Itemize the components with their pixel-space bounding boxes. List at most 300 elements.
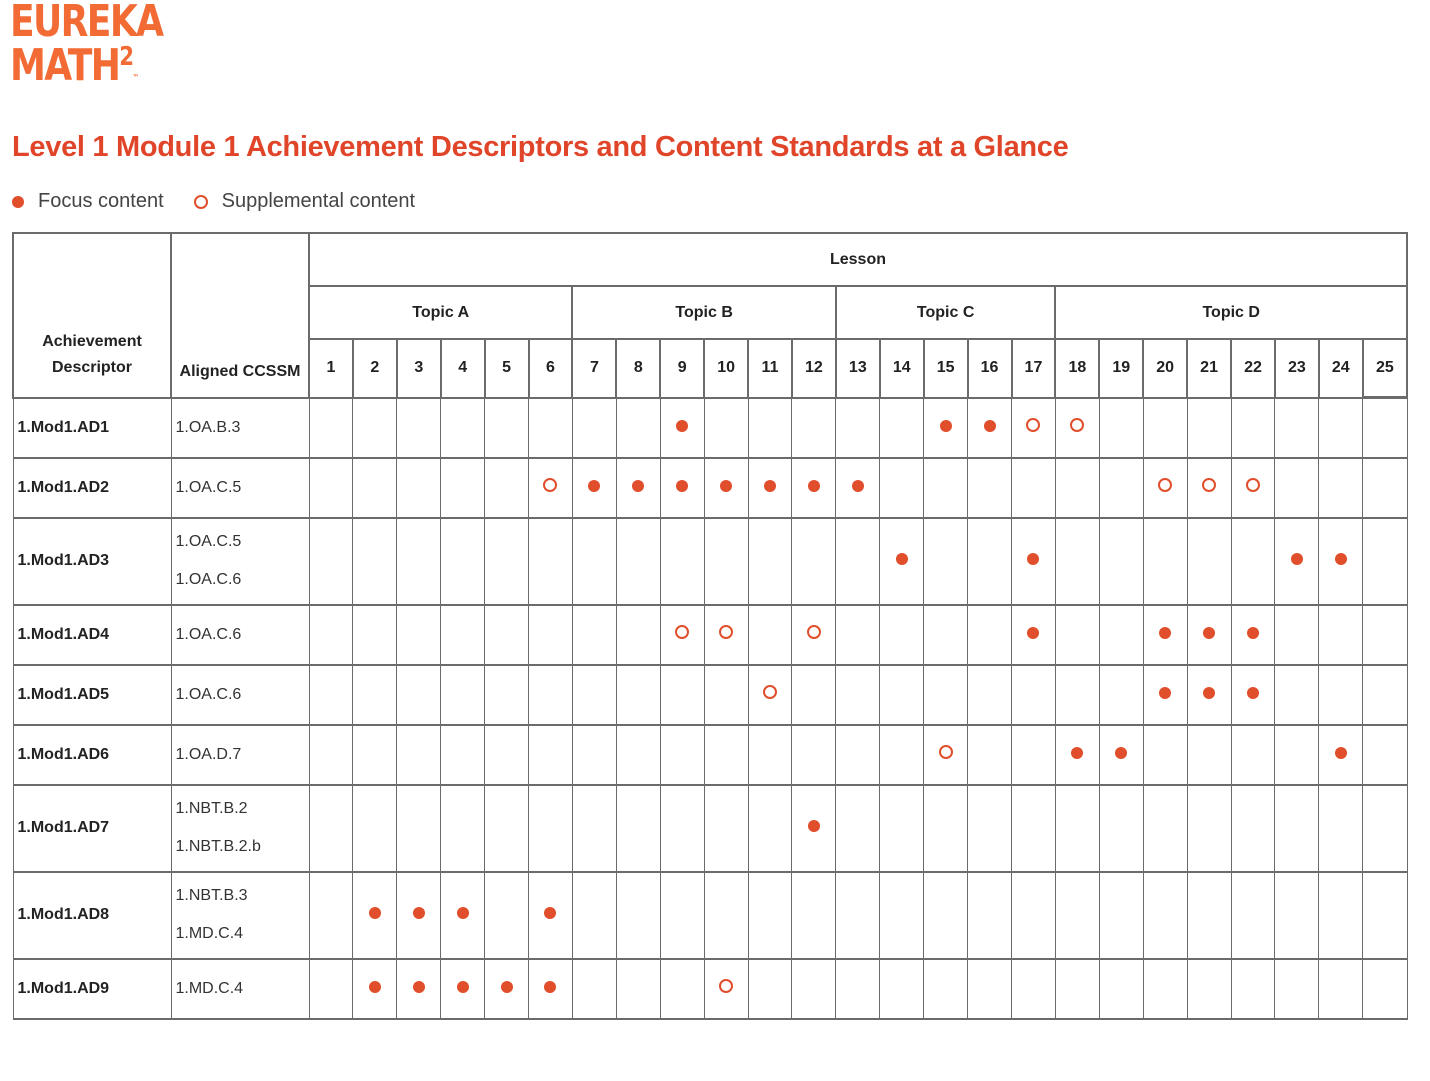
achievement-descriptor: 1.Mod1.AD8 bbox=[13, 872, 171, 959]
lesson-cell bbox=[880, 959, 924, 1019]
lesson-cell bbox=[1319, 518, 1363, 605]
header-lesson-number: 25 bbox=[1363, 339, 1407, 398]
supplemental-circle-icon bbox=[807, 625, 821, 639]
lesson-cell bbox=[1055, 959, 1099, 1019]
focus-dot-icon bbox=[632, 480, 644, 492]
header-lesson-number: 19 bbox=[1099, 339, 1143, 398]
lesson-cell bbox=[309, 785, 353, 872]
lesson-cell bbox=[353, 458, 397, 518]
logo-math: MATH bbox=[10, 40, 120, 91]
focus-dot-icon bbox=[1335, 747, 1347, 759]
table-row bbox=[13, 872, 1407, 959]
header-lesson-number: 11 bbox=[748, 339, 792, 398]
lesson-cell bbox=[529, 872, 573, 959]
lesson-cell bbox=[1143, 785, 1187, 872]
lesson-cell bbox=[1143, 398, 1187, 458]
lesson-cell bbox=[704, 518, 748, 605]
lesson-cell bbox=[572, 605, 616, 665]
lesson-cell bbox=[880, 725, 924, 785]
ccssm-cell bbox=[171, 872, 309, 959]
lesson-cell bbox=[1099, 458, 1143, 518]
lesson-cell bbox=[660, 785, 704, 872]
lesson-cell bbox=[397, 785, 441, 872]
lesson-cell bbox=[880, 398, 924, 458]
ccssm-cell bbox=[171, 398, 309, 458]
lesson-cell bbox=[441, 725, 485, 785]
lesson-cell bbox=[1319, 605, 1363, 665]
lesson-cell bbox=[1363, 725, 1407, 785]
lesson-cell bbox=[485, 605, 529, 665]
lesson-cell bbox=[353, 872, 397, 959]
achievement-descriptor: 1.Mod1.AD6 bbox=[13, 725, 171, 785]
lesson-cell bbox=[616, 872, 660, 959]
ccssm-standard: 1.OA.C.5 bbox=[175, 533, 242, 550]
lesson-cell bbox=[1319, 458, 1363, 518]
lesson-cell bbox=[968, 725, 1012, 785]
lesson-cell bbox=[616, 518, 660, 605]
lesson-cell bbox=[748, 458, 792, 518]
supplemental-circle-icon bbox=[1026, 418, 1040, 432]
lesson-cell bbox=[616, 665, 660, 725]
ccssm-cell bbox=[171, 605, 309, 665]
lesson-cell bbox=[572, 518, 616, 605]
header-lesson-number: 17 bbox=[1012, 339, 1056, 398]
lesson-cell bbox=[704, 872, 748, 959]
supplemental-circle-icon bbox=[194, 195, 208, 209]
lesson-cell bbox=[704, 398, 748, 458]
lesson-cell bbox=[353, 725, 397, 785]
lesson-cell bbox=[1012, 398, 1056, 458]
lesson-cell bbox=[660, 725, 704, 785]
lesson-cell bbox=[309, 398, 353, 458]
lesson-cell bbox=[968, 785, 1012, 872]
lesson-cell bbox=[836, 725, 880, 785]
lesson-cell bbox=[1012, 665, 1056, 725]
focus-dot-icon bbox=[544, 981, 556, 993]
header-lesson: Lesson bbox=[309, 233, 1407, 286]
lesson-cell bbox=[836, 959, 880, 1019]
lesson-cell bbox=[441, 518, 485, 605]
lesson-cell bbox=[660, 605, 704, 665]
achievement-descriptor: 1.Mod1.AD5 bbox=[13, 665, 171, 725]
lesson-cell bbox=[968, 398, 1012, 458]
lesson-cell bbox=[792, 725, 836, 785]
lesson-cell bbox=[880, 605, 924, 665]
lesson-cell bbox=[660, 959, 704, 1019]
focus-dot-icon bbox=[544, 907, 556, 919]
lesson-cell bbox=[1363, 872, 1407, 959]
lesson-cell bbox=[1187, 518, 1231, 605]
ccssm-standard: 1.MD.C.4 bbox=[175, 925, 244, 942]
lesson-cell bbox=[1363, 398, 1407, 458]
lesson-cell bbox=[880, 458, 924, 518]
lesson-cell bbox=[441, 458, 485, 518]
lesson-cell bbox=[441, 665, 485, 725]
lesson-cell bbox=[529, 398, 573, 458]
lesson-cell bbox=[1187, 605, 1231, 665]
ccssm-standard: 1.OA.B.3 bbox=[175, 418, 241, 436]
lesson-cell bbox=[880, 872, 924, 959]
focus-dot-icon bbox=[852, 480, 864, 492]
lesson-cell bbox=[485, 959, 529, 1019]
lesson-cell bbox=[353, 605, 397, 665]
lesson-cell bbox=[924, 725, 968, 785]
lesson-cell bbox=[660, 518, 704, 605]
supplemental-circle-icon bbox=[719, 979, 733, 993]
focus-dot-icon bbox=[12, 196, 24, 208]
header-lesson-number: 16 bbox=[968, 339, 1012, 398]
header-lesson-number: 7 bbox=[572, 339, 616, 398]
lesson-cell bbox=[748, 518, 792, 605]
focus-dot-icon bbox=[1159, 687, 1171, 699]
lesson-cell bbox=[1055, 725, 1099, 785]
focus-dot-icon bbox=[369, 981, 381, 993]
lesson-cell bbox=[836, 785, 880, 872]
lesson-cell bbox=[792, 959, 836, 1019]
focus-dot-icon bbox=[720, 480, 732, 492]
lesson-cell bbox=[441, 785, 485, 872]
header-lesson-number: 14 bbox=[880, 339, 924, 398]
lesson-cell bbox=[1363, 785, 1407, 872]
lesson-cell bbox=[529, 959, 573, 1019]
lesson-cell bbox=[792, 605, 836, 665]
lesson-cell bbox=[485, 518, 529, 605]
lesson-cell bbox=[704, 959, 748, 1019]
header-topic: Topic C bbox=[836, 286, 1056, 339]
lesson-cell bbox=[924, 665, 968, 725]
lesson-cell bbox=[1055, 872, 1099, 959]
lesson-cell bbox=[1231, 665, 1275, 725]
lesson-cell bbox=[748, 605, 792, 665]
ccssm-standard: 1.OA.C.5 bbox=[175, 478, 242, 496]
lesson-cell bbox=[704, 458, 748, 518]
lesson-cell bbox=[441, 398, 485, 458]
lesson-cell bbox=[1363, 605, 1407, 665]
ccssm-cell bbox=[171, 959, 309, 1019]
focus-dot-icon bbox=[896, 553, 908, 565]
lesson-cell bbox=[397, 398, 441, 458]
lesson-cell bbox=[1055, 518, 1099, 605]
lesson-cell bbox=[748, 872, 792, 959]
lesson-cell bbox=[924, 518, 968, 605]
lesson-cell bbox=[397, 725, 441, 785]
focus-dot-icon bbox=[1071, 747, 1083, 759]
focus-dot-icon bbox=[1115, 747, 1127, 759]
header-lesson-number: 18 bbox=[1055, 339, 1099, 398]
lesson-cell bbox=[572, 458, 616, 518]
lesson-cell bbox=[309, 518, 353, 605]
focus-dot-icon bbox=[1203, 627, 1215, 639]
focus-dot-icon bbox=[1335, 553, 1347, 565]
focus-dot-icon bbox=[1027, 553, 1039, 565]
lesson-cell bbox=[1099, 959, 1143, 1019]
lesson-cell bbox=[1143, 518, 1187, 605]
lesson-cell bbox=[616, 785, 660, 872]
ccssm-standard: 1.OA.C.6 bbox=[175, 571, 242, 588]
header-lesson-number: 6 bbox=[529, 339, 573, 398]
lesson-cell bbox=[1275, 872, 1319, 959]
table-row bbox=[13, 518, 1407, 605]
focus-dot-icon bbox=[413, 907, 425, 919]
lesson-cell bbox=[1319, 872, 1363, 959]
header-lesson-number: 2 bbox=[353, 339, 397, 398]
ccssm-cell bbox=[171, 458, 309, 518]
legend-supplemental: Supplemental content bbox=[221, 190, 416, 212]
lesson-cell bbox=[792, 665, 836, 725]
lesson-cell bbox=[1187, 398, 1231, 458]
lesson-cell bbox=[616, 605, 660, 665]
focus-dot-icon bbox=[1027, 627, 1039, 639]
lesson-cell bbox=[1187, 725, 1231, 785]
lesson-cell bbox=[1055, 458, 1099, 518]
lesson-cell bbox=[660, 398, 704, 458]
lesson-cell bbox=[748, 398, 792, 458]
lesson-cell bbox=[1055, 665, 1099, 725]
focus-dot-icon bbox=[457, 981, 469, 993]
lesson-cell bbox=[748, 959, 792, 1019]
focus-dot-icon bbox=[676, 480, 688, 492]
lesson-cell bbox=[616, 725, 660, 785]
lesson-cell bbox=[1231, 872, 1275, 959]
lesson-cell bbox=[968, 959, 1012, 1019]
lesson-cell bbox=[968, 665, 1012, 725]
lesson-cell bbox=[1012, 785, 1056, 872]
logo-line2 bbox=[10, 40, 162, 100]
header-lesson-number: 15 bbox=[924, 339, 968, 398]
table-row bbox=[13, 458, 1407, 518]
legend bbox=[12, 190, 445, 213]
lesson-cell bbox=[441, 605, 485, 665]
lesson-cell bbox=[309, 959, 353, 1019]
lesson-cell bbox=[1055, 605, 1099, 665]
ccssm-standard: 1.NBT.B.2.b bbox=[175, 838, 261, 855]
table-row bbox=[13, 959, 1407, 1019]
lesson-cell bbox=[704, 785, 748, 872]
lesson-cell bbox=[1012, 959, 1056, 1019]
lesson-cell bbox=[924, 785, 968, 872]
lesson-cell bbox=[353, 398, 397, 458]
lesson-cell bbox=[309, 458, 353, 518]
lesson-cell bbox=[704, 725, 748, 785]
header-row-lesson bbox=[13, 233, 1407, 286]
lesson-cell bbox=[309, 725, 353, 785]
header-lesson-number: 20 bbox=[1143, 339, 1187, 398]
header-lesson-number: 22 bbox=[1231, 339, 1275, 398]
ccssm-standard: 1.OA.C.6 bbox=[175, 685, 242, 703]
achievement-descriptor: 1.Mod1.AD3 bbox=[13, 518, 171, 605]
lesson-cell bbox=[704, 665, 748, 725]
lesson-cell bbox=[1099, 785, 1143, 872]
focus-dot-icon bbox=[764, 480, 776, 492]
lesson-cell bbox=[1099, 605, 1143, 665]
lesson-cell bbox=[1055, 398, 1099, 458]
focus-dot-icon bbox=[1203, 687, 1215, 699]
header-lesson-number: 1 bbox=[309, 339, 353, 398]
lesson-cell bbox=[660, 872, 704, 959]
focus-dot-icon bbox=[940, 420, 952, 432]
lesson-cell bbox=[572, 959, 616, 1019]
lesson-cell bbox=[397, 605, 441, 665]
lesson-cell bbox=[924, 605, 968, 665]
lesson-cell bbox=[485, 398, 529, 458]
logo-sup: 2 bbox=[119, 42, 133, 72]
lesson-cell bbox=[572, 785, 616, 872]
supplemental-circle-icon bbox=[675, 625, 689, 639]
lesson-cell bbox=[485, 785, 529, 872]
lesson-cell bbox=[1275, 665, 1319, 725]
lesson-cell bbox=[1231, 518, 1275, 605]
lesson-cell bbox=[1275, 785, 1319, 872]
focus-dot-icon bbox=[588, 480, 600, 492]
header-lesson-number: 10 bbox=[704, 339, 748, 398]
ccssm-cell bbox=[171, 785, 309, 872]
header-lesson-number: 12 bbox=[792, 339, 836, 398]
lesson-cell bbox=[1275, 398, 1319, 458]
header-lesson-number: 3 bbox=[397, 339, 441, 398]
lesson-cell bbox=[924, 458, 968, 518]
lesson-cell bbox=[1319, 665, 1363, 725]
ccssm-cell bbox=[171, 518, 309, 605]
supplemental-circle-icon bbox=[1202, 478, 1216, 492]
lesson-cell bbox=[1187, 785, 1231, 872]
lesson-cell bbox=[1143, 959, 1187, 1019]
ccssm-cell bbox=[171, 665, 309, 725]
lesson-cell bbox=[1231, 785, 1275, 872]
lesson-cell bbox=[529, 518, 573, 605]
lesson-cell bbox=[1363, 959, 1407, 1019]
lesson-cell bbox=[836, 398, 880, 458]
header-lesson-number: 23 bbox=[1275, 339, 1319, 398]
page-title: Level 1 Module 1 Achievement Descriptors and Content Standards at a Glance bbox=[12, 131, 1069, 163]
lesson-cell bbox=[1012, 518, 1056, 605]
lesson-cell bbox=[485, 872, 529, 959]
lesson-cell bbox=[309, 872, 353, 959]
lesson-cell bbox=[1187, 665, 1231, 725]
lesson-cell bbox=[616, 959, 660, 1019]
header-achievement-descriptor: Achievement Descriptor bbox=[13, 233, 171, 398]
header-topic: Topic B bbox=[572, 286, 835, 339]
focus-dot-icon bbox=[1159, 627, 1171, 639]
table-row bbox=[13, 665, 1407, 725]
lesson-cell bbox=[485, 665, 529, 725]
achievement-descriptor: 1.Mod1.AD2 bbox=[13, 458, 171, 518]
lesson-cell bbox=[572, 725, 616, 785]
ccssm-standard: 1.OA.C.6 bbox=[175, 625, 242, 643]
supplemental-circle-icon bbox=[1246, 478, 1260, 492]
lesson-cell bbox=[748, 725, 792, 785]
focus-dot-icon bbox=[457, 907, 469, 919]
header-lesson-number: 4 bbox=[441, 339, 485, 398]
achievement-descriptor: 1.Mod1.AD9 bbox=[13, 959, 171, 1019]
focus-dot-icon bbox=[808, 820, 820, 832]
supplemental-circle-icon bbox=[939, 745, 953, 759]
lesson-cell bbox=[1012, 605, 1056, 665]
focus-dot-icon bbox=[413, 981, 425, 993]
lesson-cell bbox=[748, 785, 792, 872]
lesson-cell bbox=[924, 872, 968, 959]
lesson-cell bbox=[836, 872, 880, 959]
lesson-cell bbox=[1143, 872, 1187, 959]
lesson-cell bbox=[1012, 725, 1056, 785]
achievement-descriptor: 1.Mod1.AD1 bbox=[13, 398, 171, 458]
focus-dot-icon bbox=[501, 981, 513, 993]
header-lesson-number: 5 bbox=[485, 339, 529, 398]
lesson-cell bbox=[1363, 518, 1407, 605]
supplemental-circle-icon bbox=[763, 685, 777, 699]
lesson-cell bbox=[792, 458, 836, 518]
lesson-cell bbox=[441, 959, 485, 1019]
lesson-cell bbox=[1143, 665, 1187, 725]
lesson-cell bbox=[1143, 605, 1187, 665]
lesson-cell bbox=[1055, 785, 1099, 872]
lesson-cell bbox=[397, 458, 441, 518]
ccssm-standard: 1.MD.C.4 bbox=[175, 979, 244, 997]
lesson-cell bbox=[353, 518, 397, 605]
lesson-cell bbox=[529, 458, 573, 518]
lesson-cell bbox=[572, 665, 616, 725]
lesson-cell bbox=[1363, 458, 1407, 518]
lesson-cell bbox=[748, 665, 792, 725]
focus-dot-icon bbox=[984, 420, 996, 432]
table-row bbox=[13, 398, 1407, 458]
lesson-cell bbox=[353, 665, 397, 725]
lesson-cell bbox=[397, 872, 441, 959]
lesson-cell bbox=[529, 725, 573, 785]
supplemental-circle-icon bbox=[1158, 478, 1172, 492]
lesson-cell bbox=[1099, 398, 1143, 458]
lesson-cell bbox=[397, 665, 441, 725]
lesson-cell bbox=[836, 605, 880, 665]
lesson-cell bbox=[1275, 725, 1319, 785]
focus-dot-icon bbox=[676, 420, 688, 432]
lesson-cell bbox=[792, 518, 836, 605]
header-lesson-number: 13 bbox=[836, 339, 880, 398]
focus-dot-icon bbox=[808, 480, 820, 492]
lesson-cell bbox=[836, 518, 880, 605]
lesson-cell bbox=[572, 398, 616, 458]
lesson-cell bbox=[1275, 518, 1319, 605]
lesson-cell bbox=[485, 458, 529, 518]
table-row bbox=[13, 785, 1407, 872]
ccssm-standard: 1.OA.D.7 bbox=[175, 745, 242, 763]
supplemental-circle-icon bbox=[719, 625, 733, 639]
lesson-cell bbox=[485, 725, 529, 785]
lesson-cell bbox=[1099, 665, 1143, 725]
header-lesson-number: 24 bbox=[1319, 339, 1363, 398]
lesson-cell bbox=[792, 398, 836, 458]
lesson-cell bbox=[836, 458, 880, 518]
ccssm-cell bbox=[171, 725, 309, 785]
lesson-cell bbox=[1275, 959, 1319, 1019]
ccssm-standard: 1.NBT.B.2 bbox=[175, 800, 248, 817]
lesson-cell bbox=[1319, 785, 1363, 872]
lesson-cell bbox=[441, 872, 485, 959]
focus-dot-icon bbox=[1291, 553, 1303, 565]
lesson-cell bbox=[1187, 959, 1231, 1019]
lesson-cell bbox=[309, 605, 353, 665]
focus-dot-icon bbox=[1247, 627, 1259, 639]
lesson-cell bbox=[397, 959, 441, 1019]
lesson-cell bbox=[704, 605, 748, 665]
lesson-cell bbox=[353, 785, 397, 872]
achievement-descriptor: 1.Mod1.AD4 bbox=[13, 605, 171, 665]
lesson-cell bbox=[880, 518, 924, 605]
lesson-cell bbox=[1319, 959, 1363, 1019]
supplemental-circle-icon bbox=[543, 478, 557, 492]
lesson-cell bbox=[1231, 398, 1275, 458]
lesson-cell bbox=[397, 518, 441, 605]
lesson-cell bbox=[968, 458, 1012, 518]
